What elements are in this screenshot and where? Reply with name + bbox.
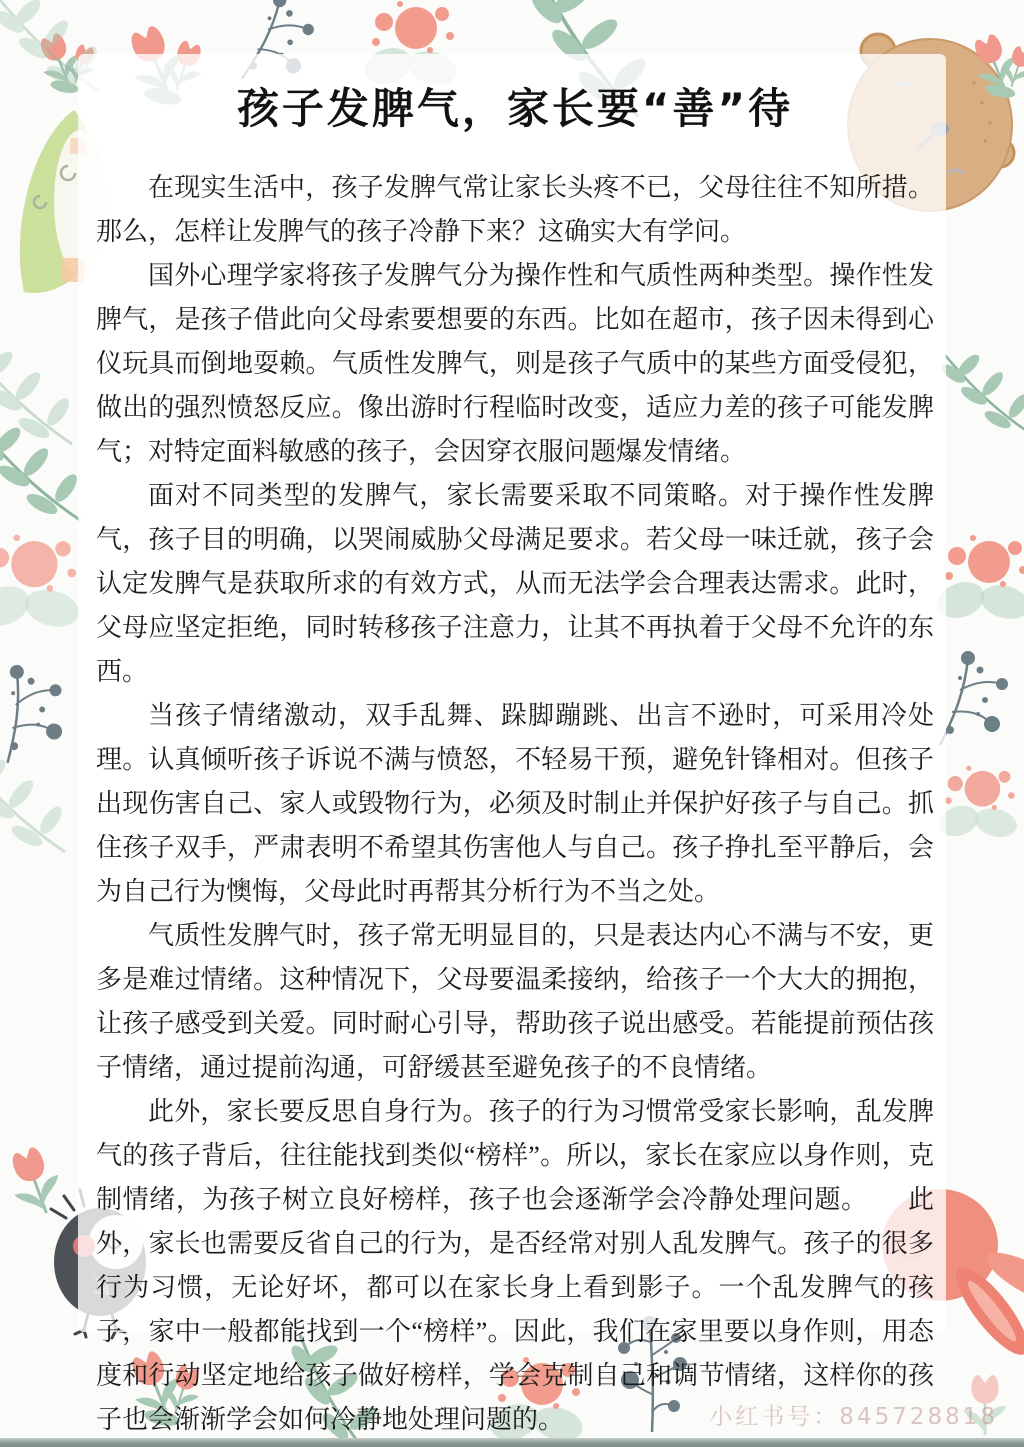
pink-berries-icon xyxy=(933,535,1024,624)
page-title: 孩子发脾气，家长要“善”待 xyxy=(236,84,794,133)
article-paragraph: 此外，家长要反思自身行为。孩子的行为习惯常受家长影响，乱发脾气的孩子背后，往往能找到类似“榜样”。所以，家长在家应以身作则，克制情绪，为孩子树立良好榜样，孩子也会逐渐学会冷静处理问题。 此外，家长也需要反省自己的行为，是否经常对别人乱发脾气。孩子的很多行为习惯，无论好坏，都可以在家长身上看到影子。一个乱发脾气的孩子，家中一般都能找到一个“榜样”。因此，我们在家里要以身作则，用态度和行动坚定地给孩子做好榜样，学会克制自己和调节情绪，这样你的孩子也会渐渐学会如何冷静地处理问题的。 xyxy=(96,1097,934,1434)
leaf-branch-icon xyxy=(939,351,1024,433)
pink-berries-icon xyxy=(934,766,1020,842)
leaf-branch-icon xyxy=(0,756,66,852)
leaf-branch-icon xyxy=(0,424,81,520)
tulip-icon xyxy=(1,1142,69,1221)
berry-branch-icon xyxy=(0,657,74,763)
article-paragraph: 当孩子情绪激动，双手乱舞、跺脚蹦跳、出言不逊时，可采用冷处理。认真倾听孩子诉说不满与愤怒，不轻易干预，避免针锋相对。但孩子出现伤害自己、家人或毁物行为，必须及时制止并保护好孩子与自己。抓住孩子双手，严肃表明不希望其伤害他人与自己。孩子挣扎至平静后，会为自己行为懊悔，父母此时再帮其分析行为不当之处。 xyxy=(96,701,934,906)
bottom-border-strip xyxy=(0,1438,1024,1447)
article-paragraph: 国外心理学家将孩子发脾气分为操作性和气质性两种类型。操作性发脾气，是孩子借此向父母索要想要的东西。比如在超市，孩子因未得到心仪玩具而倒地耍赖。气质性发脾气，则是孩子气质中的某些方面受侵犯，做出的强烈愤怒反应。像出游时行程临时改变，适应力差的孩子可能发脾气；对特定面料敏感的孩子，会因穿衣服问题爆发情绪。 xyxy=(96,261,934,466)
article-paragraph: 面对不同类型的发脾气，家长需要采取不同策略。对于操作性发脾气，孩子目的明确，以哭闹威胁父母满足要求。若父母一味迁就，孩子会认定发脾气是获取所求的有效方式，从而无法学会合理表达需求。此时，父母应坚定拒绝，同时转移孩子注意力，让其不再执着于父母不允许的东西。 xyxy=(96,481,934,686)
xiaohongshu-watermark: 小红书号：845728818 xyxy=(709,1404,998,1430)
article-content xyxy=(96,66,934,1442)
article-paragraph: 气质性发脾气时，孩子常无明显目的，只是表达内心不满与不安，更多是难过情绪。这种情况下，父母要温柔接纳，给孩子一个大大的拥抱，让孩子感受到关爱。同时耐心引导，帮助孩子说出感受。若能提前预估孩子情绪，通过提前沟通，可舒缓甚至避免孩子的不良情绪。 xyxy=(96,921,934,1082)
article-paragraph: 在现实生活中，孩子发脾气常让家长头疼不已，父母往往不知所措。那么，怎样让发脾气的孩子冷静下来？这确实大有学问。 xyxy=(96,173,934,246)
berry-branch-icon xyxy=(940,651,1008,745)
pink-berries-icon xyxy=(0,535,83,633)
